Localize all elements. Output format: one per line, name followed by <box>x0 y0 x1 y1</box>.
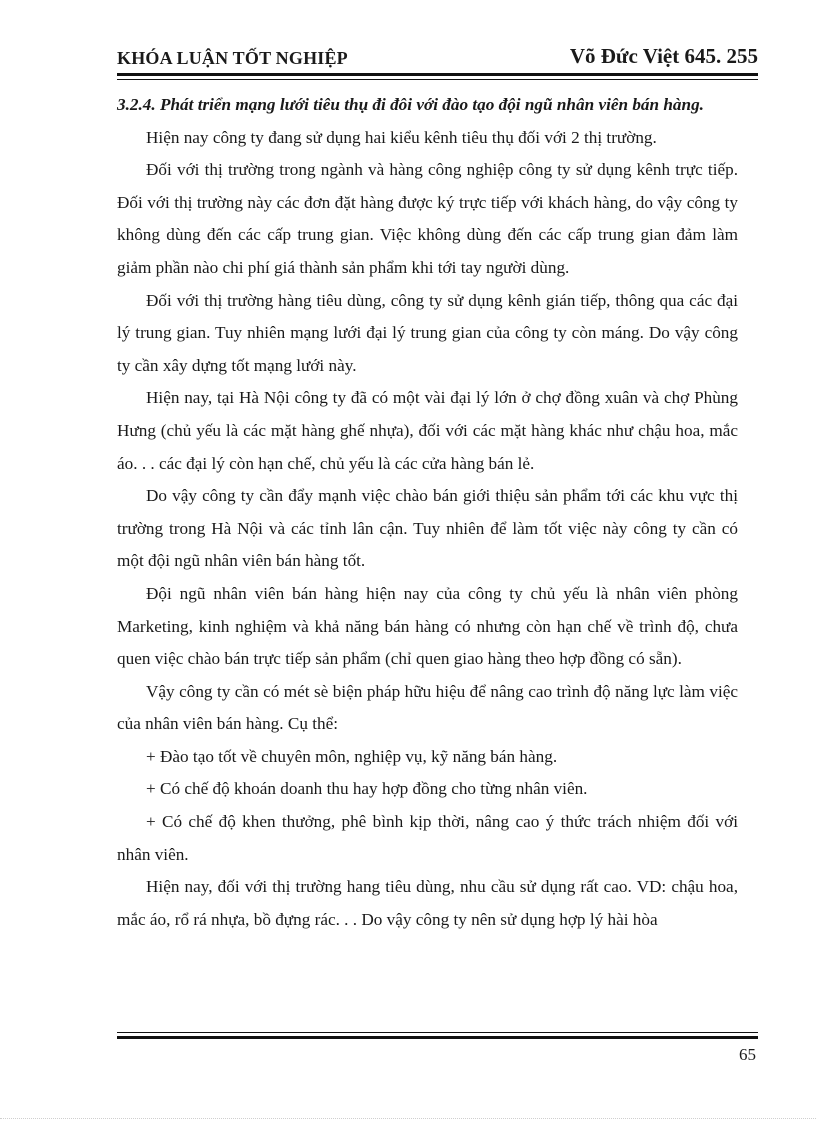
paragraph: Hiện nay, tại Hà Nội công ty đã có một vài đại lý lớn ở chợ đồng xuân và chợ Phùng Hưng (chủ yếu là các mặt hàng ghế nhựa), đối với các mặt hàng khác như chậu hoa, mắc áo. . . các đại lý còn hạn chế, chủ yếu là các cửa hàng bán lẻ. <box>117 388 738 473</box>
header-author: Võ Đức Việt 645. 255 <box>569 44 758 68</box>
header-title: KHÓA LUẬN TỐT NGHIỆP <box>117 48 348 68</box>
paragraph: Đối với thị trường hàng tiêu dùng, công ty sử dụng kênh gián tiếp, thông qua các đại lý trung gian. Tuy nhiên mạng lưới đại lý trung gian của công ty còn máng. Do vậy công ty cần xây dựng tốt mạng lưới này. <box>117 290 738 375</box>
page-header <box>117 44 758 74</box>
paragraph: + Đào tạo tốt về chuyên môn, nghiệp vụ, kỹ năng bán hàng. <box>146 746 558 766</box>
paragraph: + Có chế độ khen thưởng, phê bình kịp thời, nâng cao ý thức trách nhiệm đối với nhân viên. <box>117 812 738 864</box>
page-edge-divider <box>0 1118 816 1119</box>
document-body <box>117 89 738 936</box>
header-rule-thick <box>117 73 758 76</box>
page-number: 65 <box>739 1045 756 1064</box>
section-heading: 3.2.4. Phát triển mạng lưới tiêu thụ đi đôi với đào tạo đội ngũ nhân viên bán hàng. <box>117 95 704 114</box>
paragraph: Hiện nay, đối với thị trường hang tiêu dùng, nhu cầu sử dụng rất cao. VD: chậu hoa, mắc áo, rổ rá nhựa, bồ đựng rác. . . Do vậy công ty nên sử dụng hợp lý hài hòa <box>117 877 738 929</box>
paragraph: Do vậy công ty cần đẩy mạnh việc chào bán giới thiệu sản phẩm tới các khu vực thị trường trong Hà Nội và các tỉnh lân cận. Tuy nhiên để làm tốt việc này công ty cần có một đội ngũ nhân viên bán hàng tốt. <box>117 486 738 571</box>
footer-rule-thin <box>117 1032 758 1033</box>
footer-rule-thick <box>117 1036 758 1039</box>
paragraph: Đội ngũ nhân viên bán hàng hiện nay của công ty chủ yếu là nhân viên phòng Marketing, kinh nghiệm và khả năng bán hàng có nhưng còn hạn chế về trình độ, chưa quen việc chào bán trực tiếp sản phẩm (chỉ quen giao hàng theo hợp đồng có sẵn). <box>117 583 738 669</box>
paragraph-list <box>117 122 738 937</box>
header-rule-thin <box>117 79 758 80</box>
paragraph: + Có chế độ khoán doanh thu hay hợp đồng cho từng nhân viên. <box>146 779 588 799</box>
paragraph: Đối với thị trường trong ngành và hàng công nghiệp công ty sử dụng kênh trực tiếp. Đối với thị trường này các đơn đặt hàng được ký trực tiếp với khách hàng, do vậy công ty không dùng đến các cấp trung gian. Việc không dùng đến các cấp trung gian đảm làm giảm phần nào chi phí giá thành sản phẩm khi tới tay người dùng. <box>117 160 738 277</box>
paragraph: Vậy công ty cần có mét sè biện pháp hữu hiệu để nâng cao trình độ năng lực làm việc của nhân viên bán hàng. Cụ thể: <box>117 681 738 734</box>
paragraph: Hiện nay công ty đang sử dụng hai kiểu kênh tiêu thụ đối với 2 thị trường. <box>146 127 657 147</box>
